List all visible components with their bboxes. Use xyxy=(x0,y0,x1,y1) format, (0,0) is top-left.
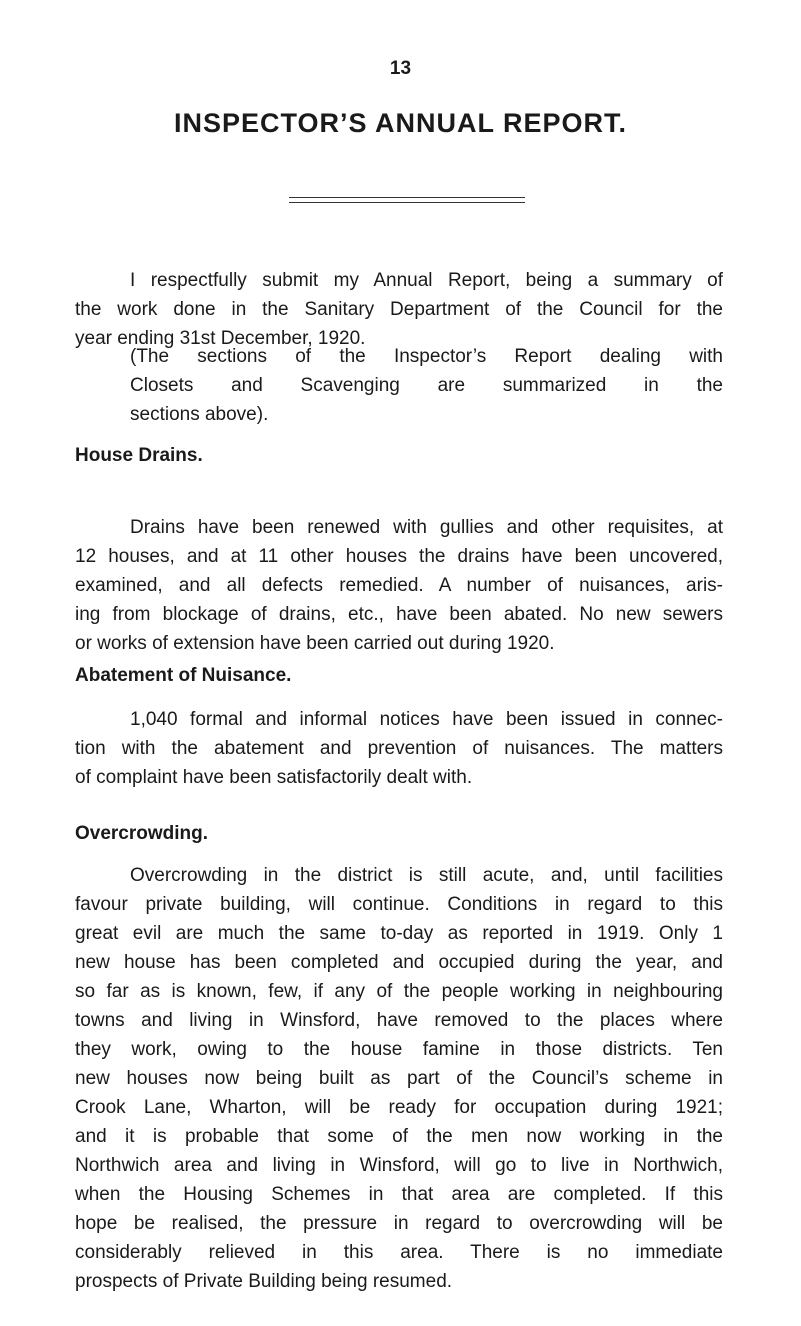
paragraph-line: tion with the abatement and prevention of nuisances. The matters xyxy=(75,738,723,759)
paragraph-line: Northwich area and living in Winsford, will go to live in Northwich, xyxy=(75,1155,723,1176)
paragraph-line: and it is probable that some of the men now working in the xyxy=(75,1126,723,1147)
report-title: INSPECTOR’S ANNUAL REPORT. xyxy=(173,108,628,138)
section-paragraph-abatement-of-nuisance xyxy=(75,705,723,792)
paragraph-line: ing from blockage of drains, etc., have been abated. No new sewers xyxy=(75,604,723,625)
paragraph-line: considerably relieved in this area. There is no immediate xyxy=(75,1242,723,1263)
paragraph-line: great evil are much the same to-day as reported in 1919. Only 1 xyxy=(75,923,723,944)
section-paragraph-overcrowding xyxy=(75,861,723,1296)
paragraph-line: so far as is known, few, if any of the people working in neighbouring xyxy=(75,981,723,1002)
section-paragraph-house-drains xyxy=(75,513,723,658)
paragraph-line: or works of extension have been carried out during 1920. xyxy=(75,633,555,654)
paragraph-line: new houses now being built as part of the Council’s scheme in xyxy=(75,1068,723,1089)
section-heading-house-drains: House Drains. xyxy=(75,445,203,466)
paragraph-line: 12 houses, and at 11 other houses the drains have been uncovered, xyxy=(75,546,723,567)
paragraph-line: favour private building, will continue. Conditions in regard to this xyxy=(75,894,723,915)
paragraph-line: 1,040 formal and informal notices have been issued in connec- xyxy=(130,709,723,730)
paragraph-line: hope be realised, the pressure in regard to overcrowding will be xyxy=(75,1213,723,1234)
intro-line: year ending 31st December, 1920. xyxy=(75,328,366,349)
paragraph-line: Drains have been renewed with gullies and other requisites, at xyxy=(130,517,723,538)
intro-line: the work done in the Sanitary Department of the Council for the xyxy=(75,299,723,320)
title-divider-bottom xyxy=(289,202,525,203)
paragraph-line: Crook Lane, Wharton, will be ready for occupation during 1921; xyxy=(75,1097,723,1118)
paragraph-line: prospects of Private Building being resumed. xyxy=(75,1271,453,1292)
paragraph-line: Overcrowding in the district is still acute, and, until facilities xyxy=(130,865,723,886)
section-heading-abatement-of-nuisance: Abatement of Nuisance. xyxy=(75,665,292,686)
note-line: (The sections of the Inspector’s Report dealing with xyxy=(130,346,723,367)
note-line: Closets and Scavenging are summarized in the xyxy=(130,375,723,396)
note-line: sections above). xyxy=(130,404,269,425)
note-paragraph xyxy=(130,342,723,429)
title-divider-top xyxy=(289,197,525,198)
paragraph-line: new house has been completed and occupied during the year, and xyxy=(75,952,723,973)
paragraph-line: when the Housing Schemes in that area are completed. If this xyxy=(75,1184,723,1205)
paragraph-line: they work, owing to the house famine in those districts. Ten xyxy=(75,1039,723,1060)
paragraph-line: examined, and all defects remedied. A number of nuisances, aris- xyxy=(75,575,723,596)
paragraph-line: of complaint have been satisfactorily dealt with. xyxy=(75,767,473,788)
paragraph-line: towns and living in Winsford, have removed to the places where xyxy=(75,1010,723,1031)
section-heading-overcrowding: Overcrowding. xyxy=(75,823,209,844)
page-number: 13 xyxy=(389,58,412,79)
intro-paragraph xyxy=(75,266,723,353)
intro-line: I respectfully submit my Annual Report, being a summary of xyxy=(130,270,723,291)
